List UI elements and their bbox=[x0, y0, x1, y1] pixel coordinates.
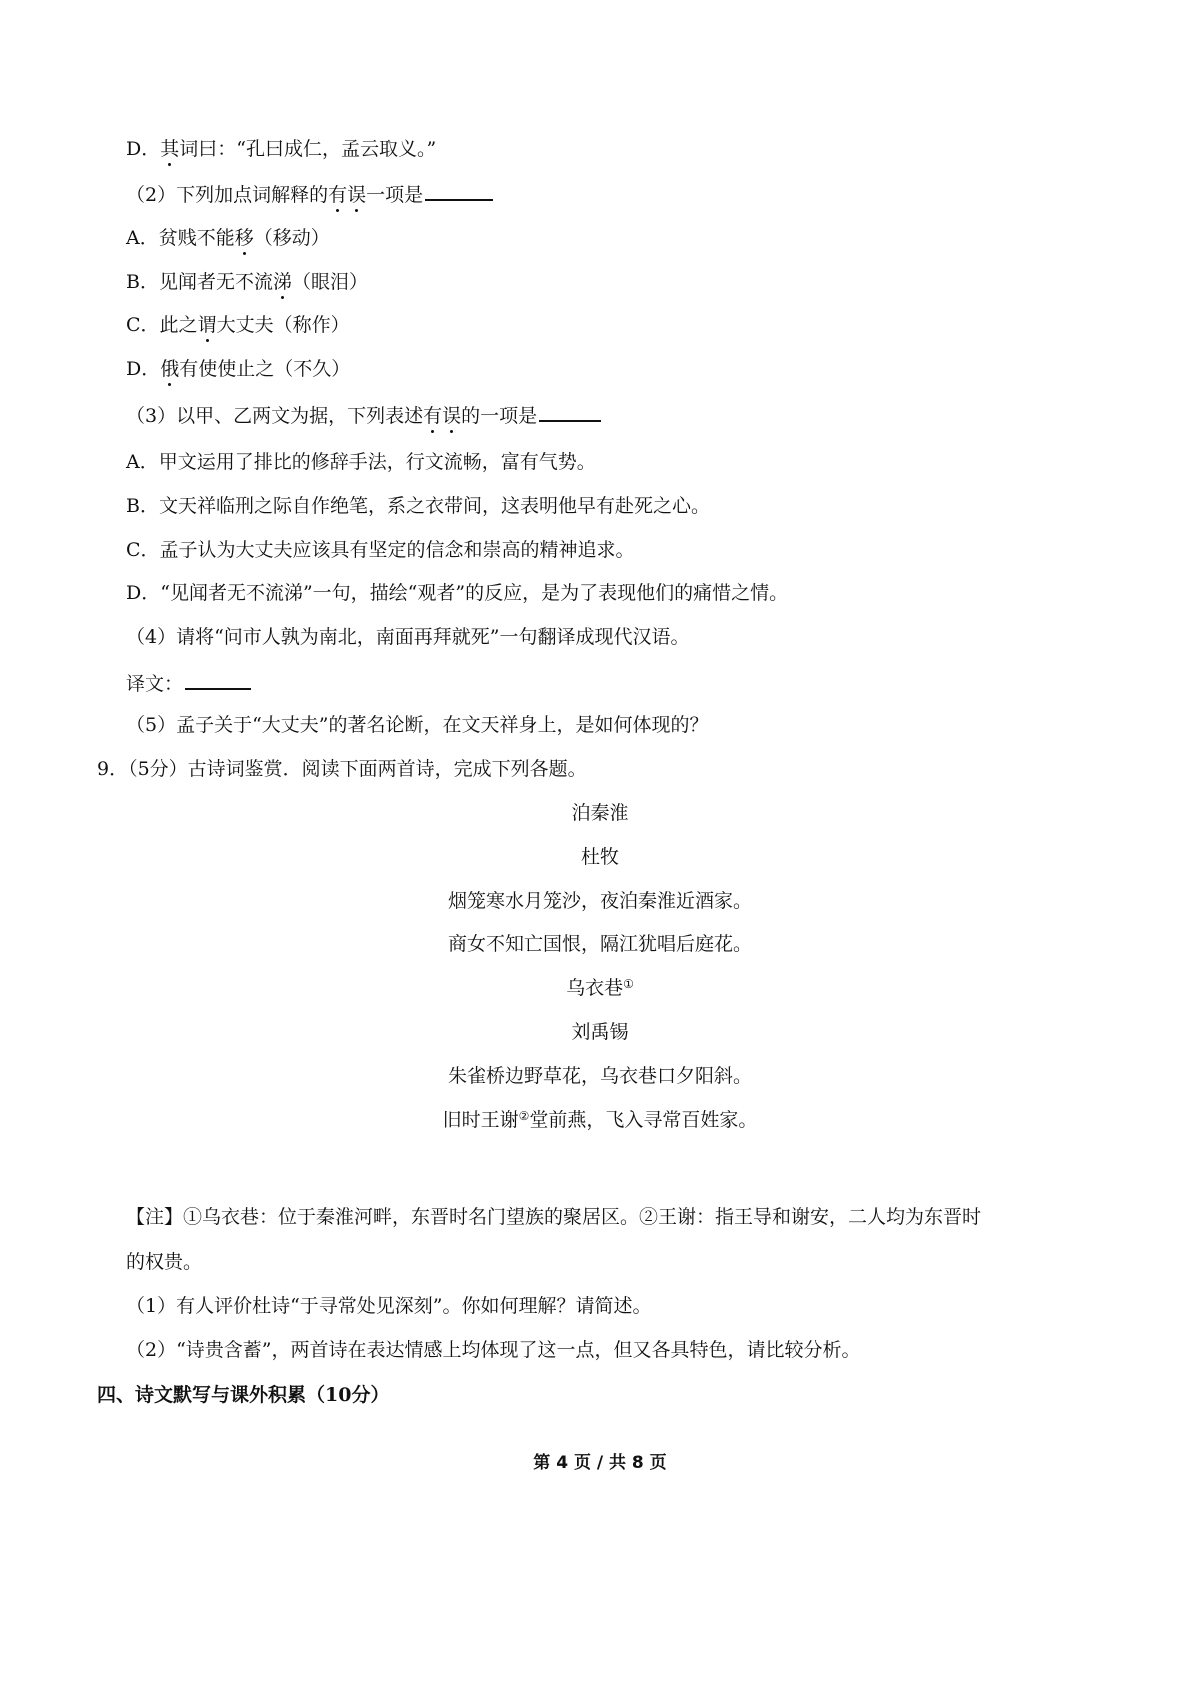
emphasis-dot-char: 误 bbox=[347, 184, 367, 206]
poem-2-line-2: 旧时王谢②堂前燕，飞入寻常百姓家。 bbox=[442, 1109, 758, 1131]
annotation-note-line-2: 的权贵。 bbox=[126, 1251, 203, 1273]
sub3-option-d: D．“见闻者无不流涕”一句，描绘“观者”的反应，是为了表现他们的痛惜之情。 bbox=[126, 582, 789, 604]
answer-blank bbox=[425, 181, 493, 201]
translation-label: 译文： bbox=[126, 673, 184, 695]
q9-sub-question-2: （2）“诗贵含蓄”，两首诗在表达情感上均体现了这一点，但又各具特色，请比较分析。 bbox=[126, 1339, 861, 1361]
footnote-marker: ① bbox=[623, 977, 634, 991]
poem-2-author: 刘禹锡 bbox=[571, 1021, 629, 1043]
sub3-option-b: B．文天祥临刑之际自作绝笔，系之衣带间，这表明他早有赴死之心。 bbox=[126, 495, 710, 517]
poem-1-line-1: 烟笼寒水月笼沙，夜泊秦淮近酒家。 bbox=[447, 890, 752, 912]
sub2-option-c: C．此之谓大丈夫（称作） bbox=[126, 314, 350, 336]
poem-1-author: 杜牧 bbox=[580, 846, 619, 868]
option-d-prev: D．其词曰：“孔曰成仁，孟云取义。” bbox=[126, 138, 437, 160]
question-9-heading: 9．（5分）古诗词鉴赏．阅读下面两首诗，完成下列各题。 bbox=[97, 758, 587, 780]
page-footer: 第 4 页 / 共 8 页 bbox=[533, 1453, 667, 1473]
sub-question-2: （2）下列加点词解释的有误一项是 bbox=[126, 181, 493, 207]
poem-1-line-2: 商女不知亡国恨，隔江犹唱后庭花。 bbox=[447, 933, 752, 955]
annotation-note-line-1: 【注】①乌衣巷：位于秦淮河畔，东晋时名门望族的聚居区。②王谢：指王导和谢安，二人均为东晋时 bbox=[126, 1206, 982, 1228]
answer-blank bbox=[185, 670, 251, 690]
emphasis-dot-char: 移 bbox=[234, 227, 254, 249]
emphasis-dot-char: 谓 bbox=[197, 314, 217, 336]
footnote-marker: ② bbox=[518, 1109, 530, 1123]
sub2-option-a: A．贫贱不能移（移动） bbox=[126, 227, 330, 249]
emphasis-dot-char: 俄 bbox=[160, 358, 180, 380]
sub2-option-d: D．俄有使使止之（不久） bbox=[126, 358, 351, 380]
sub2-option-b: B．见闻者无不流涕（眼泪） bbox=[126, 271, 368, 293]
translation-line bbox=[126, 670, 251, 696]
emphasis-dot-char: 有 bbox=[423, 405, 443, 427]
sub-question-3: （3）以甲、乙两文为据，下列表述有误的一项是 bbox=[126, 402, 601, 428]
sub-question-4: （4）请将“问市人孰为南北，南面再拜就死”一句翻译成现代汉语。 bbox=[126, 626, 690, 648]
emphasis-dot-char: 其 bbox=[160, 138, 180, 160]
answer-blank bbox=[539, 402, 601, 422]
q9-sub-question-1: （1）有人评价杜诗“于寻常处见深刻”。你如何理解？请简述。 bbox=[126, 1295, 652, 1317]
poem-2-line-1: 朱雀桥边野草花，乌衣巷口夕阳斜。 bbox=[447, 1065, 752, 1087]
sub3-option-a: A．甲文运用了排比的修辞手法，行文流畅，富有气势。 bbox=[126, 451, 596, 473]
poem-2-title: 乌衣巷① bbox=[566, 977, 634, 999]
poem-1-title: 泊秦淮 bbox=[571, 802, 629, 824]
emphasis-dot-char: 有 bbox=[328, 184, 348, 206]
section-4-heading: 四、诗文默写与课外积累（10分） bbox=[97, 1384, 390, 1406]
sub-question-5: （5）孟子关于“大丈夫”的著名论断，在文天祥身上，是如何体现的？ bbox=[126, 714, 709, 736]
emphasis-dot-char: 涕 bbox=[272, 271, 292, 293]
sub3-option-c: C．孟子认为大丈夫应该具有坚定的信念和崇高的精神追求。 bbox=[126, 539, 635, 561]
emphasis-dot-char: 误 bbox=[442, 405, 462, 427]
